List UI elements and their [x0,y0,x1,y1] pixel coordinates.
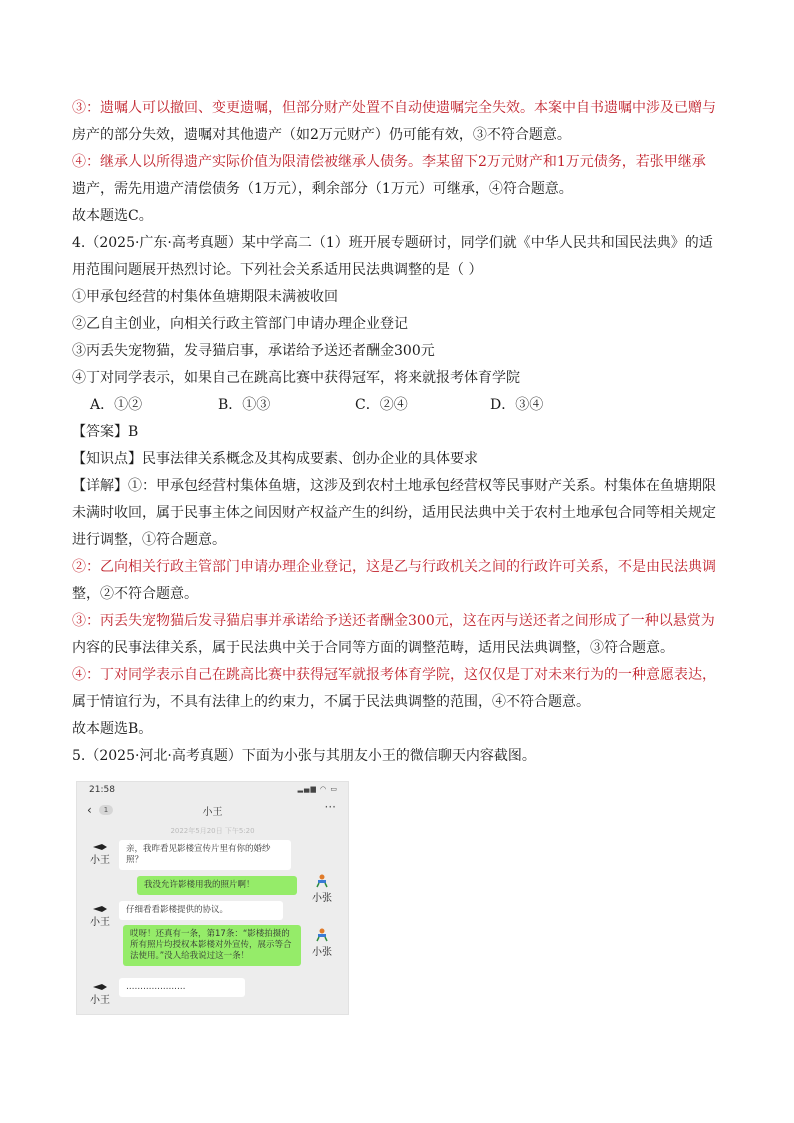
text-block-1 [72,95,724,392]
text-line: ④丁对同学表示，如果自己在跳高比赛中获得冠军，将来就报考体育学院 [72,370,520,386]
option-c: C．②④ [355,397,408,413]
text-line: 4.（2025·广东·高考真题）某中学高二（1）班开展专题研讨，同学们就《中华人民共和国民法典》的适 [72,235,713,251]
status-time: 21:58 [89,785,115,795]
text-line: 【详解】①：甲承包经营村集体鱼塘，这涉及到农村土地承包经营权等民事财产关系。村集体在鱼塘期限 [72,478,716,494]
avatar-xiaowang: 小王 [85,842,115,868]
chat-message: 亲，我昨看见影楼宣传片里有你的婚纱照？ [119,840,291,870]
text-line: 遗产，需先用遗产清偿债务（1万元），剩余部分（1万元）可继承，④符合题意。 [72,181,573,197]
chat-title: 小王 [202,807,223,818]
text-line: ①甲承包经营的村集体鱼塘期限未满被收回 [72,289,338,305]
more-icon: ··· [324,800,336,814]
option-a: A．①② [90,397,143,413]
option-d: D．③④ [490,397,544,413]
signal-wifi-battery-icon: ▂▄▆ ◠ ▭ [297,785,338,793]
text-line: ③：遗嘱人可以撤回、变更遗嘱，但部分财产处置不自动使遗嘱完全失效。本案中自书遗嘱中涉及已赠与 [72,100,716,116]
status-bar [77,782,348,798]
back-chevron-icon: ‹ [87,803,92,817]
text-line: 属于情谊行为，不具有法律上的约束力，不属于民法典调整的范围，④不符合题意。 [72,694,590,710]
text-line: ③：丙丢失宠物猫后发寻猫启事并承诺给予送还者酬金300元，这在丙与送还者之间形成了一种以悬赏为 [72,613,715,629]
chat-timestamp: 2022年5月20日 下午5:20 [170,827,255,835]
text-line: 整，②不符合题意。 [72,586,198,602]
chat-message: ………………… [119,978,245,997]
text-line: 故本题选C。 [72,208,153,224]
text-line: 5.（2025·河北·高考真题）下面为小张与其朋友小王的微信聊天内容截图。 [72,748,536,764]
avatar-xiaozhang: 小张 [307,928,337,958]
chat-message: 哎呀！还真有一条，第17条：“影楼拍摄的所有照片均授权本影楼对外宣传，展示等合法使用。”没人给我说过这一条！ [123,925,301,966]
text-line: 内容的民事法律关系，属于民法典中关于合同等方面的调整范畴，适用民法典调整，③符合题意。 [72,640,674,656]
text-line: ②乙自主创业，向相关行政主管部门申请办理企业登记 [72,316,408,332]
text-line: ②：乙向相关行政主管部门申请办理企业登记，这是乙与行政机关之间的行政许可关系，不是由民法典调 [72,559,716,575]
document-body [72,95,724,770]
avatar-mark-icon [93,844,107,850]
chat-message: 我没允许影楼用我的照片啊！ [137,876,297,895]
text-line: ④：丁对同学表示自己在跳高比赛中获得冠军就报考体育学院，这仅仅是丁对未来行为的一种意愿表达， [72,667,716,683]
avatar-mark-icon [93,984,107,990]
option-b: B．①③ [218,397,271,413]
avatar-xiaowang: 小王 [85,904,115,930]
answer-options [72,392,724,419]
text-line: 【答案】B [72,424,139,440]
chat-message: 仔细看看影楼提供的协议。 [119,901,283,920]
text-line: 【知识点】民事法律关系概念及其构成要素、创办企业的具体要求 [72,451,478,467]
avatar-xiaozhang: 小张 [307,874,337,904]
text-block-2 [72,419,724,770]
text-line: ③丙丢失宠物猫，发寻猫启事，承诺给予送还者酬金300元 [72,343,435,359]
text-line: 房产的部分失效，遗嘱对其他遗产（如2万元财产）仍可能有效，③不符合题意。 [72,127,571,143]
avatar-mark-icon [93,906,107,912]
text-line: 进行调整，①符合题意。 [72,532,226,548]
wechat-screenshot [76,781,349,1015]
chat-header [77,800,348,822]
text-line: ④：继承人以所得遗产实际价值为限清偿被继承人债务。李某留下2万元财产和1万元债务，若张甲继承 [72,154,706,170]
unread-badge: 1 [99,805,113,815]
avatar-xiaowang: 小王 [85,982,115,1008]
text-line: 故本题选B。 [72,721,153,737]
text-line: 未满时收回，属于民事主体之间因财产权益产生的纠纷，适用民法典中关于农村土地承包合同等相关规定 [72,505,716,521]
text-line: 用范围问题展开热烈讨论。下列社会关系适用民法典调整的是（ ） [72,262,483,278]
